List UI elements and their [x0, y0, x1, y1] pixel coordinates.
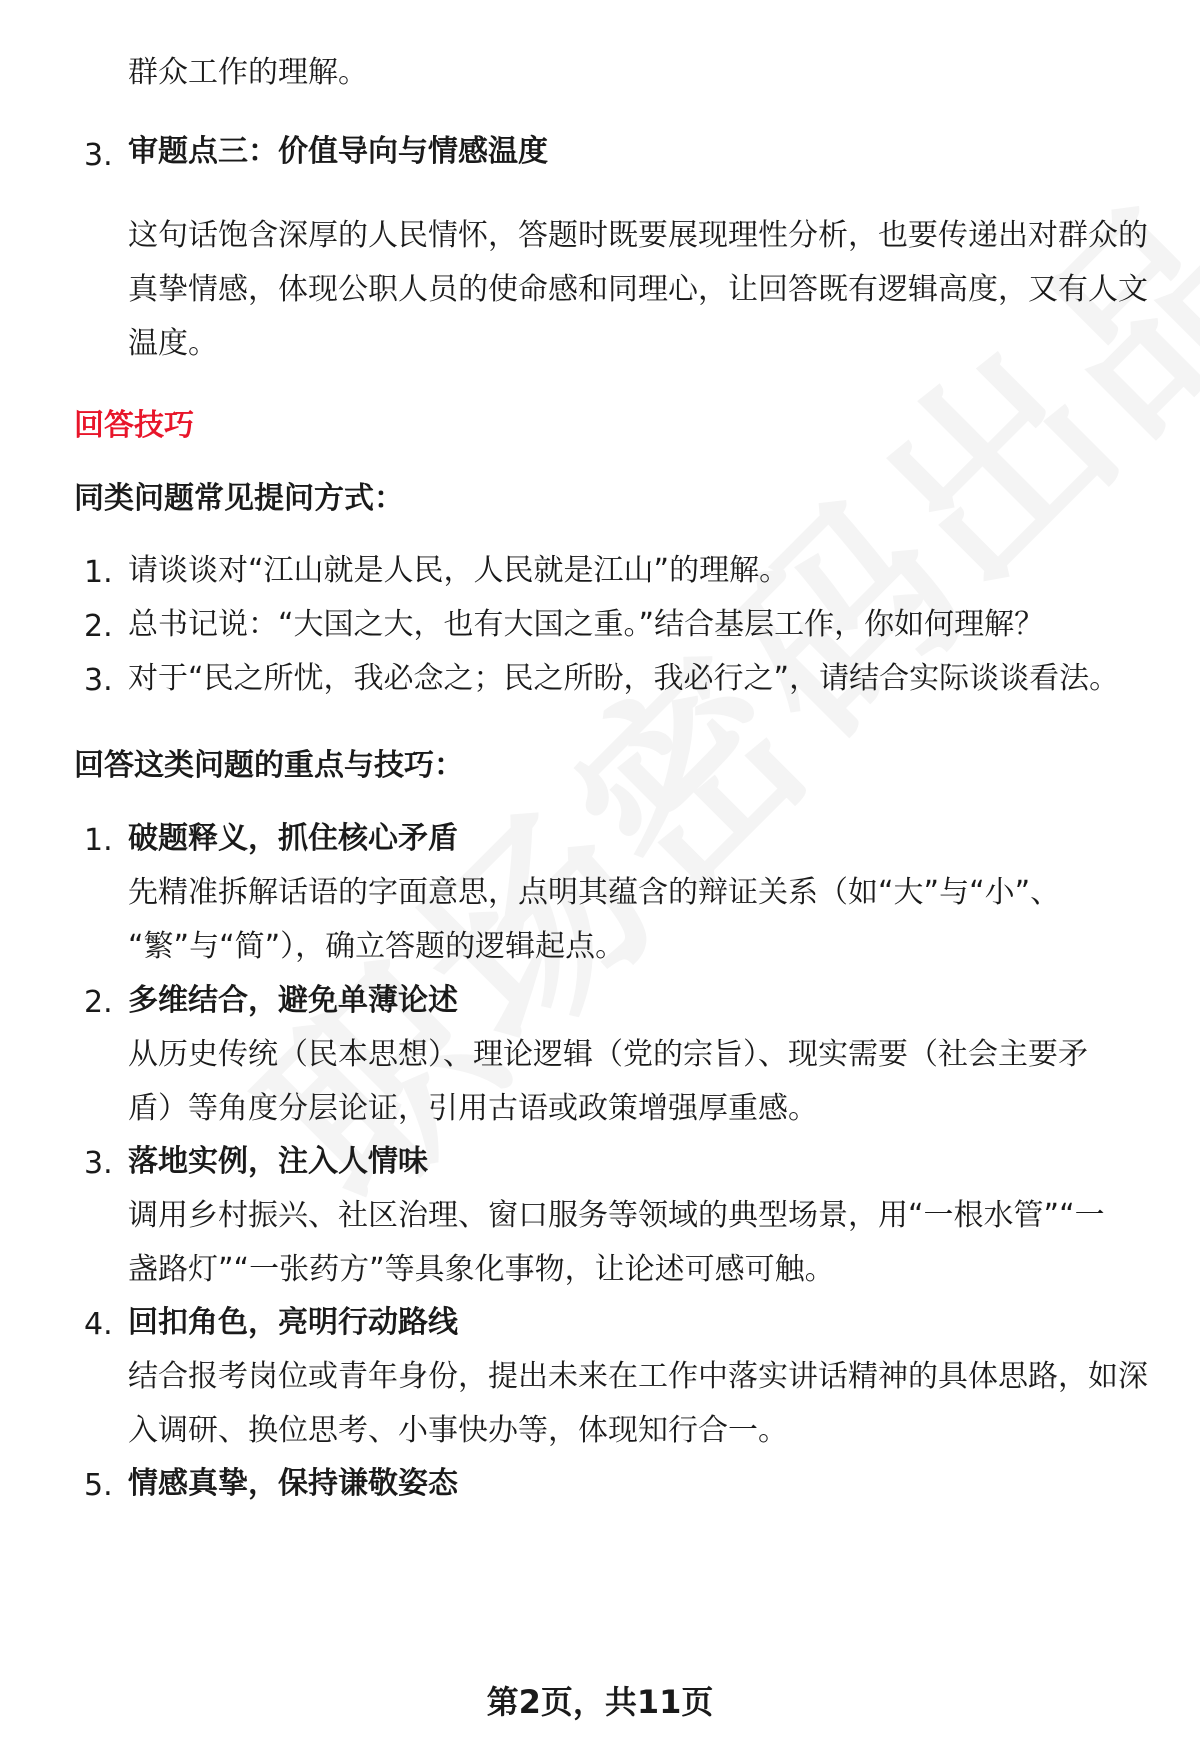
skill-1-number: 1.	[84, 823, 113, 858]
skill-4-body-line-2: 入调研、换位思考、小事快办等，体现知行合一。	[128, 1413, 788, 1448]
question-1-number: 1.	[84, 555, 113, 590]
skill-2-title: 多维结合，避免单薄论述	[128, 983, 458, 1018]
skill-1-body-line-1: 先精准拆解话语的字面意思，点明其蕴含的辩证关系（如“大”与“小”、	[128, 875, 1061, 910]
skill-4-body-line-1: 结合报考岗位或青年身份，提出未来在工作中落实讲话精神的具体思路，如深	[128, 1359, 1148, 1394]
skill-1-body-line-2: “繁”与“简”），确立答题的逻辑起点。	[128, 929, 626, 964]
skill-2-number: 2.	[84, 985, 113, 1020]
point3-number: 3.	[84, 138, 113, 173]
intro-tail-text: 群众工作的理解。	[128, 55, 368, 90]
skill-2-body-line-1: 从历史传统（民本思想）、理论逻辑（党的宗旨）、现实需要（社会主要矛	[128, 1037, 1088, 1072]
point3-title: 审题点三：价值导向与情感温度	[128, 134, 548, 169]
skill-4-number: 4.	[84, 1307, 113, 1342]
question-types-heading: 同类问题常见提问方式：	[74, 481, 404, 516]
point3-body-line-3: 温度。	[128, 326, 218, 361]
question-1-text: 请谈谈对“江山就是人民，人民就是江山”的理解。	[128, 553, 790, 588]
skill-2-body-line-2: 盾）等角度分层论证，引用古语或政策增强厚重感。	[128, 1091, 818, 1126]
page-footer: 第2页，共11页	[486, 1683, 714, 1721]
point3-body-line-2: 真挚情感，体现公职人员的使命感和同理心，让回答既有逻辑高度，又有人文	[128, 272, 1148, 307]
skills-heading: 回答这类问题的重点与技巧：	[74, 748, 464, 783]
skill-4-title: 回扣角色，亮明行动路线	[128, 1305, 458, 1340]
question-3-number: 3.	[84, 663, 113, 698]
skill-5-title: 情感真挚，保持谦敬姿态	[128, 1466, 458, 1501]
question-2-text: 总书记说：“大国之大，也有大国之重。”结合基层工作，你如何理解？	[128, 607, 1045, 642]
skill-5-number: 5.	[84, 1468, 113, 1503]
skill-1-title: 破题释义，抓住核心矛盾	[128, 821, 458, 856]
question-2-number: 2.	[84, 609, 113, 644]
tips-heading: 回答技巧	[74, 408, 194, 443]
skill-3-body-line-2: 盏路灯”“一张药方”等具象化事物，让论述可感可触。	[128, 1252, 835, 1287]
skill-3-body-line-1: 调用乡村振兴、社区治理、窗口服务等领域的典型场景，用“一根水管”“一	[128, 1198, 1105, 1233]
skill-3-number: 3.	[84, 1146, 113, 1181]
question-3-text: 对于“民之所忧，我必念之；民之所盼，我必行之”，请结合实际谈谈看法。	[128, 661, 1120, 696]
point3-body-line-1: 这句话饱含深厚的人民情怀，答题时既要展现理性分析，也要传递出对群众的	[128, 218, 1148, 253]
skill-3-title: 落地实例，注入人情味	[128, 1144, 428, 1179]
